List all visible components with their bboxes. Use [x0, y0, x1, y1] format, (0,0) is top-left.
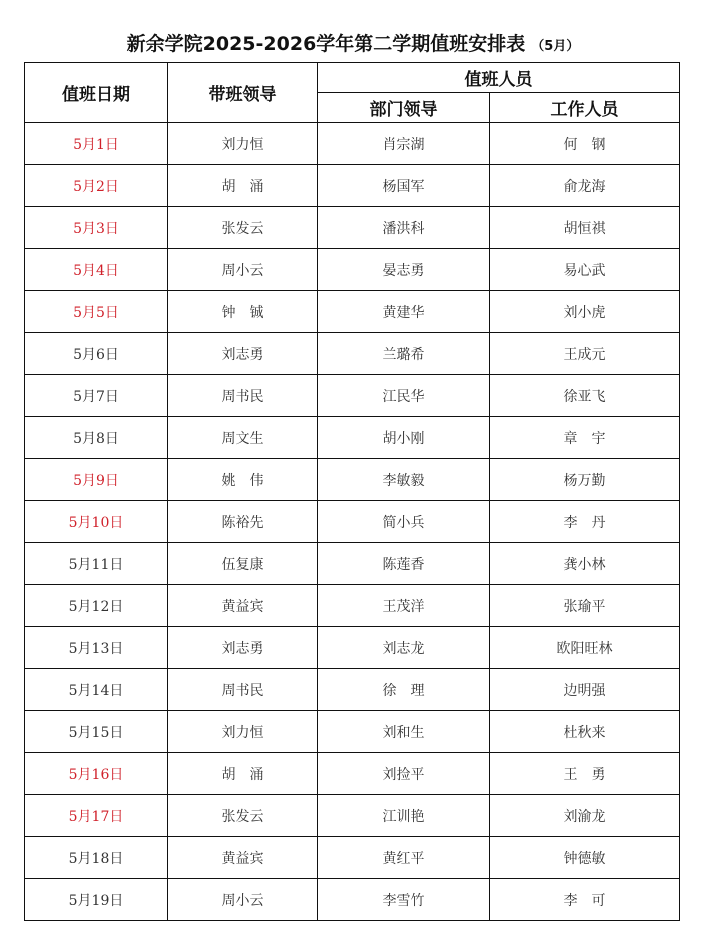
dept-leader-cell: 胡小刚	[318, 417, 490, 459]
worker-cell: 龚小林	[490, 543, 680, 585]
dept-leader-cell: 江训艳	[318, 795, 490, 837]
date-cell: 5月6日	[25, 333, 168, 375]
worker-cell: 杜秋来	[490, 711, 680, 753]
lead-cell: 周书民	[168, 669, 318, 711]
table-body	[25, 123, 680, 921]
table-row	[25, 795, 680, 837]
date-cell: 5月18日	[25, 837, 168, 879]
date-cell: 5月16日	[25, 753, 168, 795]
lead-cell: 黄益宾	[168, 837, 318, 879]
table-row	[25, 417, 680, 459]
lead-cell: 陈裕先	[168, 501, 318, 543]
table-row	[25, 711, 680, 753]
table-row	[25, 627, 680, 669]
date-cell: 5月8日	[25, 417, 168, 459]
title-main: 新余学院2025-2026学年第二学期值班安排表	[126, 33, 526, 55]
date-cell: 5月14日	[25, 669, 168, 711]
date-cell: 5月13日	[25, 627, 168, 669]
dept-leader-cell: 李敏毅	[318, 459, 490, 501]
lead-cell: 黄益宾	[168, 585, 318, 627]
worker-cell: 欧阳旺林	[490, 627, 680, 669]
dept-leader-cell: 兰璐希	[318, 333, 490, 375]
table-row	[25, 123, 680, 165]
dept-leader-cell: 李雪竹	[318, 879, 490, 921]
table-row	[25, 291, 680, 333]
table-row	[25, 207, 680, 249]
worker-cell: 王成元	[490, 333, 680, 375]
title-month: （5月）	[531, 39, 580, 54]
lead-cell: 胡 涌	[168, 165, 318, 207]
dept-leader-cell: 陈莲香	[318, 543, 490, 585]
dept-leader-cell: 黄建华	[318, 291, 490, 333]
table-row	[25, 837, 680, 879]
date-cell: 5月12日	[25, 585, 168, 627]
worker-cell: 易心武	[490, 249, 680, 291]
worker-cell: 钟德敏	[490, 837, 680, 879]
date-cell: 5月1日	[25, 123, 168, 165]
dept-leader-cell: 潘洪科	[318, 207, 490, 249]
lead-cell: 刘志勇	[168, 333, 318, 375]
worker-cell: 杨万勤	[490, 459, 680, 501]
page-title	[0, 30, 706, 61]
worker-cell: 边明强	[490, 669, 680, 711]
table-row	[25, 249, 680, 291]
table-row	[25, 669, 680, 711]
lead-cell: 胡 涌	[168, 753, 318, 795]
dept-leader-cell: 王茂洋	[318, 585, 490, 627]
dept-leader-cell: 徐 理	[318, 669, 490, 711]
header-date: 值班日期	[25, 63, 168, 123]
lead-cell: 周书民	[168, 375, 318, 417]
worker-cell: 胡恒祺	[490, 207, 680, 249]
dept-leader-cell: 江民华	[318, 375, 490, 417]
header-worker: 工作人员	[490, 93, 680, 123]
worker-cell: 王 勇	[490, 753, 680, 795]
header-dept: 部门领导	[318, 93, 490, 123]
table-row	[25, 753, 680, 795]
date-cell: 5月9日	[25, 459, 168, 501]
lead-cell: 周小云	[168, 879, 318, 921]
worker-cell: 李 丹	[490, 501, 680, 543]
dept-leader-cell: 黄红平	[318, 837, 490, 879]
date-cell: 5月5日	[25, 291, 168, 333]
date-cell: 5月10日	[25, 501, 168, 543]
lead-cell: 张发云	[168, 795, 318, 837]
date-cell: 5月11日	[25, 543, 168, 585]
lead-cell: 刘力恒	[168, 711, 318, 753]
dept-leader-cell: 简小兵	[318, 501, 490, 543]
worker-cell: 刘小虎	[490, 291, 680, 333]
lead-cell: 周文生	[168, 417, 318, 459]
header-staff-group: 值班人员	[318, 63, 680, 93]
date-cell: 5月15日	[25, 711, 168, 753]
header-lead: 带班领导	[168, 63, 318, 123]
duty-schedule-table	[24, 62, 680, 921]
worker-cell: 章 宇	[490, 417, 680, 459]
dept-leader-cell: 刘和生	[318, 711, 490, 753]
worker-cell: 何 钢	[490, 123, 680, 165]
lead-cell: 刘志勇	[168, 627, 318, 669]
table-row	[25, 879, 680, 921]
lead-cell: 伍复康	[168, 543, 318, 585]
dept-leader-cell: 晏志勇	[318, 249, 490, 291]
table-row	[25, 543, 680, 585]
date-cell: 5月2日	[25, 165, 168, 207]
date-cell: 5月4日	[25, 249, 168, 291]
table-row	[25, 165, 680, 207]
table-row	[25, 333, 680, 375]
date-cell: 5月7日	[25, 375, 168, 417]
table-row	[25, 375, 680, 417]
lead-cell: 姚 伟	[168, 459, 318, 501]
dept-leader-cell: 刘志龙	[318, 627, 490, 669]
dept-leader-cell: 肖宗湖	[318, 123, 490, 165]
worker-cell: 刘渝龙	[490, 795, 680, 837]
worker-cell: 张瑜平	[490, 585, 680, 627]
date-cell: 5月17日	[25, 795, 168, 837]
table-header	[25, 63, 680, 123]
lead-cell: 刘力恒	[168, 123, 318, 165]
worker-cell: 俞龙海	[490, 165, 680, 207]
table-row	[25, 459, 680, 501]
date-cell: 5月19日	[25, 879, 168, 921]
worker-cell: 李 可	[490, 879, 680, 921]
dept-leader-cell: 杨国军	[318, 165, 490, 207]
lead-cell: 钟 铖	[168, 291, 318, 333]
dept-leader-cell: 刘捡平	[318, 753, 490, 795]
table-row	[25, 501, 680, 543]
lead-cell: 周小云	[168, 249, 318, 291]
date-cell: 5月3日	[25, 207, 168, 249]
lead-cell: 张发云	[168, 207, 318, 249]
table-row	[25, 585, 680, 627]
worker-cell: 徐亚飞	[490, 375, 680, 417]
